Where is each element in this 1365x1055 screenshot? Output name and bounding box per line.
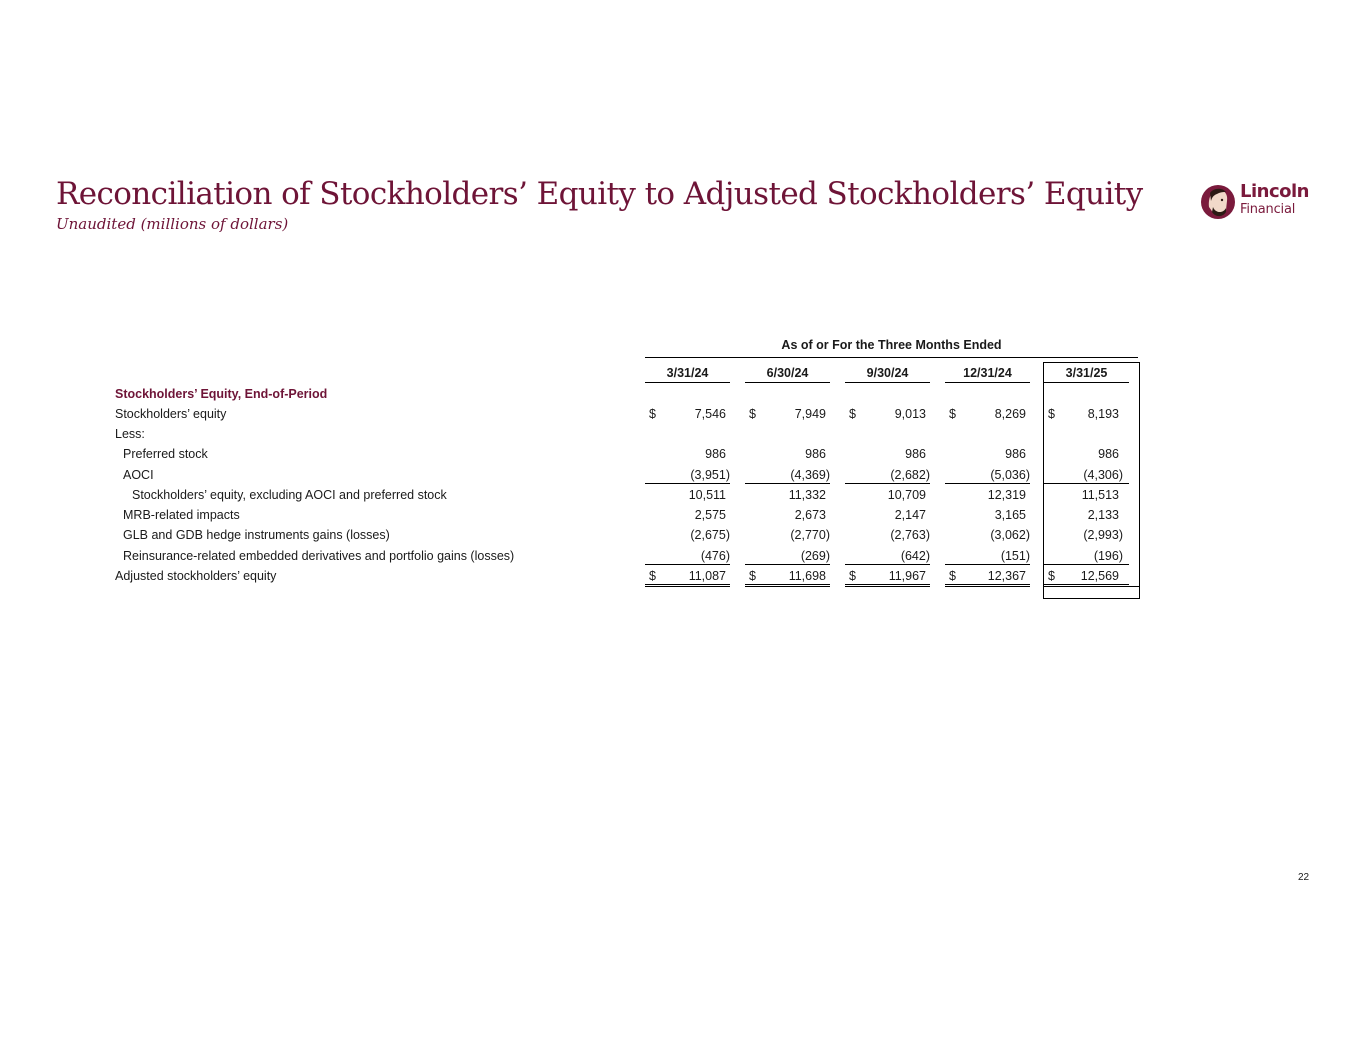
table-cell <box>945 507 1030 523</box>
cell-value: (2,770) <box>790 528 830 542</box>
column-header: 12/31/24 <box>945 366 1030 383</box>
table-cell <box>745 548 830 565</box>
dollar-sign: $ <box>749 569 756 583</box>
cell-value: (3,951) <box>690 468 730 482</box>
table-cell <box>945 527 1030 543</box>
dollar-sign: $ <box>849 569 856 583</box>
cell-value: (642) <box>900 549 930 563</box>
table-cell <box>845 568 930 587</box>
company-logo <box>1200 183 1312 223</box>
table-cell <box>1044 527 1129 543</box>
table-cell <box>645 487 730 503</box>
row-label: Adjusted stockholders’ equity <box>115 569 277 583</box>
cell-value: 986 <box>1098 447 1119 461</box>
table-cell <box>1044 406 1129 422</box>
page-number: 22 <box>1298 872 1310 883</box>
table-cell <box>845 527 930 543</box>
cell-value: (269) <box>800 549 830 563</box>
table-cell <box>745 487 830 503</box>
column-header: 9/30/24 <box>845 366 930 383</box>
cell-value: 8,269 <box>994 407 1026 421</box>
table-cell <box>1044 548 1129 565</box>
table-cell <box>945 467 1030 484</box>
row-label: Stockholders’ equity <box>115 407 227 421</box>
cell-value: 11,698 <box>788 569 826 583</box>
lincoln-portrait-icon <box>1200 183 1236 221</box>
table-cell <box>745 507 830 523</box>
column-header: 3/31/24 <box>645 366 730 383</box>
cell-value: 986 <box>705 447 726 461</box>
table-cell <box>745 527 830 543</box>
column-header: 3/31/25 <box>1044 366 1129 383</box>
table-cell <box>1044 507 1129 523</box>
table-cell <box>645 446 730 462</box>
table-cell <box>845 548 930 565</box>
cell-value: 2,575 <box>694 508 726 522</box>
page-title: Reconciliation of Stockholders’ Equity to Adjusted Stockholders’ Equity <box>56 176 1143 212</box>
cell-value: (5,036) <box>990 468 1030 482</box>
table-cell <box>645 507 730 523</box>
dollar-sign: $ <box>1048 407 1055 421</box>
table-cell <box>645 568 730 587</box>
row-label: GLB and GDB hedge instruments gains (losses) <box>123 528 390 542</box>
table-cell <box>945 406 1030 422</box>
row-label: Stockholders’ equity, excluding AOCI and preferred stock <box>132 488 447 502</box>
cell-value: 12,367 <box>987 569 1026 583</box>
cell-value: 2,147 <box>894 508 926 522</box>
cell-value: 8,193 <box>1087 407 1119 421</box>
cell-value: 986 <box>805 447 826 461</box>
table-cell <box>645 467 730 484</box>
page-subtitle: Unaudited (millions of dollars) <box>56 215 289 233</box>
table-cell <box>745 406 830 422</box>
cell-value: 2,673 <box>794 508 826 522</box>
dollar-sign: $ <box>649 407 656 421</box>
table-cell <box>645 406 730 422</box>
cell-value: 3,165 <box>994 508 1026 522</box>
column-header: 6/30/24 <box>745 366 830 383</box>
cell-value: 986 <box>905 447 926 461</box>
table-cell <box>1044 568 1129 587</box>
cell-value: 11,967 <box>888 569 926 583</box>
table-cell <box>1044 446 1129 462</box>
table-cell <box>945 568 1030 587</box>
cell-value: 11,087 <box>688 569 726 583</box>
table-cell <box>945 548 1030 565</box>
table-cell <box>1044 467 1129 484</box>
cell-value: (4,369) <box>790 468 830 482</box>
table-cell <box>645 548 730 565</box>
table-cell <box>845 406 930 422</box>
group-header: As of or For the Three Months Ended <box>645 338 1138 358</box>
table-cell <box>645 527 730 543</box>
dollar-sign: $ <box>949 407 956 421</box>
table-cell <box>745 446 830 462</box>
table-cell <box>745 467 830 484</box>
table-cell <box>745 568 830 587</box>
row-label: AOCI <box>123 468 154 482</box>
dollar-sign: $ <box>1048 569 1055 583</box>
row-label: Less: <box>115 427 145 441</box>
dollar-sign: $ <box>649 569 656 583</box>
logo-line1: Lincoln <box>1240 181 1309 202</box>
cell-value: (476) <box>700 549 730 563</box>
table-cell <box>945 446 1030 462</box>
cell-value: (4,306) <box>1083 468 1123 482</box>
cell-value: (2,675) <box>690 528 730 542</box>
cell-value: (196) <box>1093 549 1123 563</box>
dollar-sign: $ <box>749 407 756 421</box>
cell-value: 12,569 <box>1080 569 1119 583</box>
table-cell <box>845 446 930 462</box>
cell-value: (3,062) <box>990 528 1030 542</box>
table-cell <box>845 487 930 503</box>
table-cell <box>845 507 930 523</box>
row-label: Preferred stock <box>123 447 208 461</box>
row-label: MRB-related impacts <box>123 508 240 522</box>
cell-value: 10,709 <box>887 488 926 502</box>
cell-value: 12,319 <box>987 488 1026 502</box>
row-label: Reinsurance-related embedded derivatives and portfolio gains (losses) <box>123 549 515 563</box>
cell-value: 2,133 <box>1087 508 1119 522</box>
dollar-sign: $ <box>849 407 856 421</box>
dollar-sign: $ <box>949 569 956 583</box>
cell-value: 11,332 <box>788 488 826 502</box>
cell-value: (2,682) <box>890 468 930 482</box>
logo-line2: Financial <box>1240 202 1296 217</box>
cell-value: 10,511 <box>688 488 726 502</box>
cell-value: (2,993) <box>1083 528 1123 542</box>
cell-value: (2,763) <box>890 528 930 542</box>
table-cell <box>1044 487 1129 503</box>
cell-value: 7,546 <box>694 407 726 421</box>
cell-value: 11,513 <box>1081 488 1119 502</box>
cell-value: 9,013 <box>894 407 926 421</box>
cell-value: (151) <box>1000 549 1030 563</box>
table-cell <box>845 467 930 484</box>
cell-value: 7,949 <box>794 407 826 421</box>
cell-value: 986 <box>1005 447 1026 461</box>
table-cell <box>945 487 1030 503</box>
section-title: Stockholders’ Equity, End-of-Period <box>115 387 328 401</box>
